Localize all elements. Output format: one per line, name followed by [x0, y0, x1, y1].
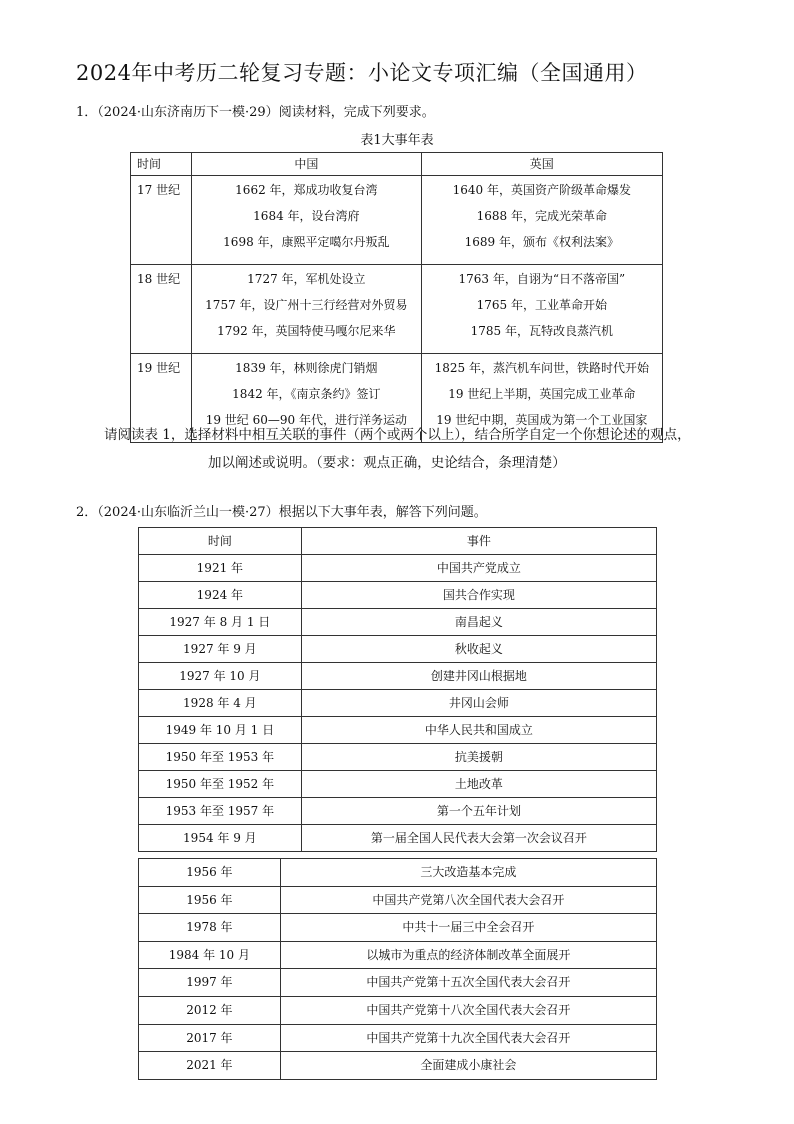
- table-row: [139, 744, 657, 771]
- table-row: [139, 1024, 657, 1052]
- china-events-cell: [192, 176, 421, 265]
- event-text: 19 世纪中期，英国成为第一个工业国家: [436, 413, 648, 427]
- event-cell: 中国共产党第十九次全国代表大会召开: [280, 1024, 656, 1052]
- chronology-table: [138, 527, 657, 852]
- table-row: [139, 771, 657, 798]
- event-cell: 以城市为重点的经济体制改革全面展开: [280, 941, 656, 969]
- table-row-18th-century: [131, 265, 663, 354]
- date-cell: 1997 年: [139, 969, 281, 997]
- britain-events-cell: [421, 265, 662, 354]
- date-cell: 1956 年: [139, 859, 281, 887]
- event-cell: 中国共产党第八次全国代表大会召开: [280, 886, 656, 914]
- event-cell: 全面建成小康社会: [280, 1052, 656, 1080]
- date-cell: 1927 年 8 月 1 日: [139, 609, 302, 636]
- table-header-row: [139, 528, 657, 555]
- event-text: 1640 年，英国资产阶级革命爆发: [452, 183, 631, 197]
- question-2-instruction: 根据以下大事年表，解答下列问题。: [278, 505, 487, 520]
- event-cell: 创建井冈山根据地: [301, 663, 656, 690]
- event-cell: 秋收起义: [301, 636, 656, 663]
- event-text: 1785 年，瓦特改良蒸汽机: [470, 324, 613, 338]
- event-text: 19 世纪 60—90 年代，进行洋务运动: [205, 413, 407, 427]
- date-cell: 1984 年 10 月: [139, 941, 281, 969]
- table-1-caption: 表1大事年表: [360, 133, 434, 148]
- table-row: [139, 859, 657, 887]
- table-row: [139, 798, 657, 825]
- header-event: 事件: [301, 528, 656, 555]
- date-cell: 1928 年 4 月: [139, 690, 302, 717]
- event-cell: 抗美援朝: [301, 744, 656, 771]
- event-text: 1757 年，设广州十三行经营对外贸易: [205, 298, 408, 312]
- event-cell: 三大改造基本完成: [280, 859, 656, 887]
- table-row: [139, 663, 657, 690]
- event-text: 1662 年，郑成功收复台湾: [235, 183, 378, 197]
- header-china: 中国: [192, 153, 421, 176]
- era-label: 18 世纪: [137, 272, 181, 286]
- event-text: 1765 年，工业革命开始: [476, 298, 607, 312]
- date-cell: 1956 年: [139, 886, 281, 914]
- question-2-header: [76, 501, 487, 520]
- event-cell: 第一个五年计划: [301, 798, 656, 825]
- question-1-source: （2024·山东济南历下一模·29）: [97, 105, 279, 120]
- era-label: 19 世纪: [137, 361, 181, 375]
- date-cell: 1927 年 9 月: [139, 636, 302, 663]
- date-cell: 1953 年至 1957 年: [139, 798, 302, 825]
- table-row: [139, 609, 657, 636]
- event-text: 1698 年，康熙平定噶尔丹叛乱: [223, 235, 390, 249]
- date-cell: 1954 年 9 月: [139, 825, 302, 852]
- date-cell: 1950 年至 1953 年: [139, 744, 302, 771]
- date-cell: 2012 年: [139, 996, 281, 1024]
- event-text: 19 世纪上半期，英国完成工业革命: [448, 387, 636, 401]
- table-row: [139, 1052, 657, 1080]
- question-1-number: 1．: [76, 105, 98, 120]
- britain-events-cell: [421, 176, 662, 265]
- event-cell: 中华人民共和国成立: [301, 717, 656, 744]
- era-label: 17 世纪: [137, 183, 181, 197]
- event-cell: 南昌起义: [301, 609, 656, 636]
- table-row-17th-century: [131, 176, 663, 265]
- chronology-table-continued: [138, 858, 657, 1080]
- question-1-header: [76, 101, 435, 120]
- table-row: [139, 555, 657, 582]
- date-cell: 2017 年: [139, 1024, 281, 1052]
- date-cell: 1978 年: [139, 914, 281, 942]
- events-comparison-table: [130, 152, 663, 443]
- event-text: 1792 年，英国特使马嘎尔尼来华: [217, 324, 396, 338]
- table-row: [139, 941, 657, 969]
- event-cell: 中共十一届三中全会召开: [280, 914, 656, 942]
- event-text: 1727 年，军机处设立: [247, 272, 366, 286]
- header-britain: 英国: [421, 153, 662, 176]
- event-text: 1825 年，蒸汽机车问世，铁路时代开始: [434, 361, 649, 375]
- event-cell: 中国共产党成立: [301, 555, 656, 582]
- event-text: 1689 年，颁布《权利法案》: [464, 235, 619, 249]
- table-row: [139, 969, 657, 997]
- question-2-source: （2024·山东临沂兰山一模·27）: [97, 505, 279, 520]
- event-text: 1688 年，完成光荣革命: [476, 209, 607, 223]
- table-row: [139, 717, 657, 744]
- event-cell: 土地改革: [301, 771, 656, 798]
- question-2-number: 2．: [76, 505, 98, 520]
- date-cell: 1921 年: [139, 555, 302, 582]
- date-cell: 1950 年至 1952 年: [139, 771, 302, 798]
- header-time: 时间: [139, 528, 302, 555]
- table-row: [139, 636, 657, 663]
- event-cell: 中国共产党第十五次全国代表大会召开: [280, 969, 656, 997]
- date-cell: 1927 年 10 月: [139, 663, 302, 690]
- date-cell: 1949 年 10 月 1 日: [139, 717, 302, 744]
- question-1-instruction: 阅读材料，完成下列要求。: [278, 105, 435, 120]
- event-text: 1839 年，林则徐虎门销烟: [235, 361, 378, 375]
- china-events-cell: [192, 265, 421, 354]
- event-cell: 井冈山会师: [301, 690, 656, 717]
- event-cell: 第一届全国人民代表大会第一次会议召开: [301, 825, 656, 852]
- table-row: [139, 582, 657, 609]
- table-row: [139, 690, 657, 717]
- question-1-prompt: [104, 421, 724, 477]
- prompt-line-2: 加以阐述或说明。（要求：观点正确，史论结合，条理清楚）: [208, 455, 566, 471]
- table-row: [139, 825, 657, 852]
- date-cell: 1924 年: [139, 582, 302, 609]
- event-cell: 中国共产党第十八次全国代表大会召开: [280, 996, 656, 1024]
- event-text: 1842 年，《南京条约》签订: [232, 387, 381, 401]
- date-cell: 2021 年: [139, 1052, 281, 1080]
- prompt-line-1: 请阅读表 1，选择材料中相互关联的事件（两个或两个以上），结合所学自定一个你想论述的观点，: [104, 427, 691, 443]
- table-row: [139, 996, 657, 1024]
- page-title: 2024年中考历二轮复习专题：小论文专项汇编（全国通用）: [76, 61, 648, 85]
- table-row: [139, 914, 657, 942]
- table-row: [139, 886, 657, 914]
- event-text: 1763 年，自诩为“日不落帝国”: [458, 272, 626, 286]
- event-text: 1684 年，设台湾府: [253, 209, 360, 223]
- event-cell: 国共合作实现: [301, 582, 656, 609]
- header-time: 时间: [131, 153, 192, 176]
- table-header-row: [131, 153, 663, 176]
